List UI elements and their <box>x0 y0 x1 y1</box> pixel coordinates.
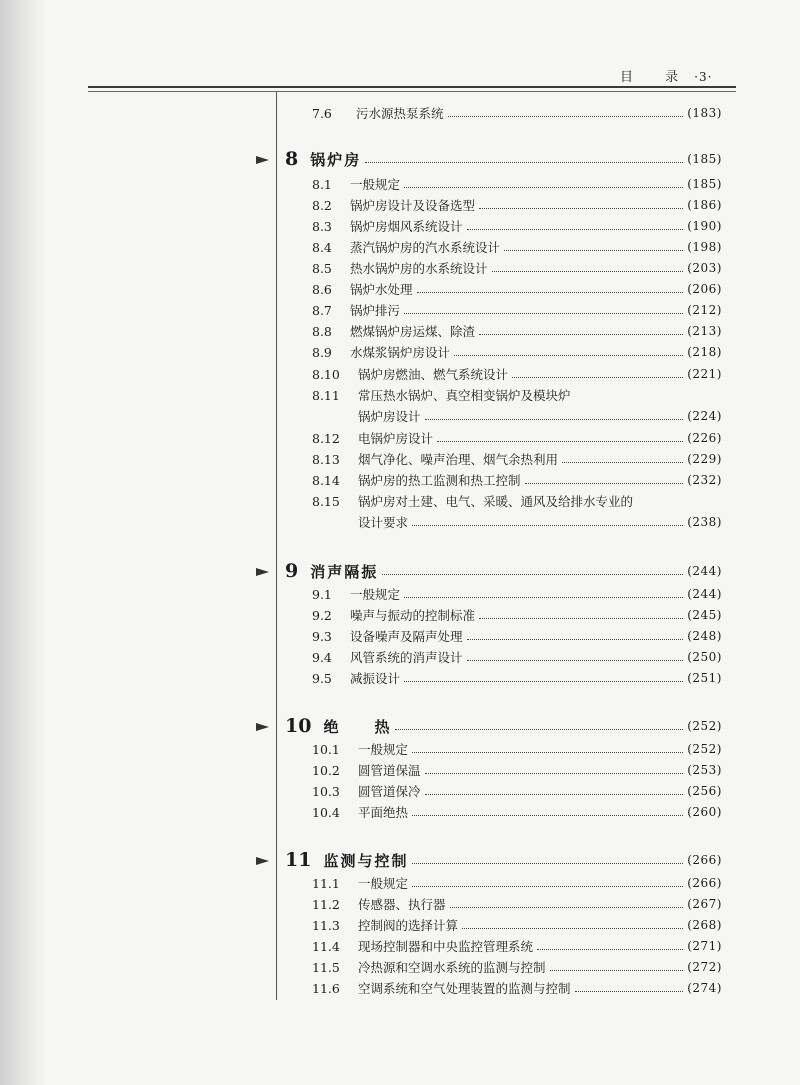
leader-dots <box>417 292 684 293</box>
entry-title: 锅炉房燃油、燃气系统设计 <box>358 367 509 382</box>
entry-page: (250) <box>687 650 722 664</box>
header-rule <box>88 86 736 88</box>
entry-number: 8.7 <box>312 302 332 318</box>
toc-entry-9-5 <box>312 667 722 689</box>
entry-number: 10.4 <box>312 804 340 820</box>
header-rule-thin <box>88 91 736 92</box>
entry-page: (256) <box>687 784 722 798</box>
entry-page: (213) <box>687 324 722 338</box>
toc-entry-9-1 <box>312 583 722 605</box>
book-binding-shadow <box>0 0 46 1085</box>
chapter-arrow-icon <box>256 156 269 164</box>
toc-entry-8-12 <box>312 427 722 449</box>
leader-dots <box>575 991 684 992</box>
leader-dots <box>525 483 684 484</box>
entry-number: 10.2 <box>312 762 340 778</box>
leader-dots <box>425 773 684 774</box>
entry-number: 8.12 <box>312 430 340 446</box>
leader-dots <box>412 863 683 864</box>
leader-dots <box>462 928 683 929</box>
entry-page: (218) <box>687 345 722 359</box>
leader-dots <box>479 618 683 619</box>
leader-dots <box>479 208 683 209</box>
entry-page: (226) <box>687 431 722 445</box>
entry-number: 8.15 <box>312 493 340 509</box>
toc-entry-11-4 <box>312 935 722 957</box>
leader-dots <box>437 441 683 442</box>
entry-number: 11.2 <box>312 896 340 912</box>
entry-number: 9.1 <box>312 586 332 602</box>
entry-title: 圆管道保冷 <box>358 784 421 799</box>
chapter-page: (266) <box>687 853 722 867</box>
entry-title: 常压热水锅炉、真空相变锅炉及模块炉 <box>358 388 571 403</box>
entry-number: 9.2 <box>312 607 332 623</box>
entry-number: 10.1 <box>312 741 340 757</box>
leader-dots <box>448 116 684 117</box>
entry-number: 11.3 <box>312 917 340 933</box>
entry-page: (274) <box>687 981 722 995</box>
entry-title: 平面绝热 <box>358 805 409 820</box>
toc-entry-8-14 <box>312 469 722 491</box>
entry-number: 7.6 <box>312 105 332 121</box>
entry-title: 烟气净化、噪声治理、烟气余热利用 <box>358 452 559 467</box>
entry-title: 蒸汽锅炉房的汽水系统设计 <box>350 240 501 255</box>
leader-dots <box>479 334 683 335</box>
entry-page: (271) <box>687 939 722 953</box>
entry-number: 8.1 <box>312 176 332 192</box>
entry-number: 8.5 <box>312 260 332 276</box>
chapter-number: 10 <box>285 715 312 737</box>
toc-entry-11-2 <box>312 893 722 915</box>
entry-page: (238) <box>687 515 722 529</box>
entry-number: 8.13 <box>312 451 340 467</box>
chapter-11-heading <box>256 847 722 873</box>
chapter-8-heading <box>256 146 722 172</box>
entry-page: (267) <box>687 897 722 911</box>
toc-entry-8-15 <box>312 490 722 512</box>
entry-title: 锅炉房设计 <box>358 409 421 424</box>
entry-title: 热水锅炉房的水系统设计 <box>350 261 488 276</box>
leader-dots <box>412 752 683 753</box>
entry-number: 8.8 <box>312 323 332 339</box>
toc-entry-10-4 <box>312 801 722 823</box>
leader-dots <box>425 794 684 795</box>
entry-page: (244) <box>687 587 722 601</box>
leader-dots <box>562 462 683 463</box>
entry-page: (198) <box>687 240 722 254</box>
entry-title: 一般规定 <box>358 876 409 891</box>
chapter-title: 绝 热 <box>323 717 392 736</box>
entry-page: (183) <box>687 106 722 120</box>
entry-number: 8.9 <box>312 344 332 360</box>
entry-title: 冷热源和空调水系统的监测与控制 <box>358 960 546 975</box>
entry-title: 噪声与振动的控制标准 <box>350 608 476 623</box>
chapter-page: (252) <box>687 719 722 733</box>
entry-page: (272) <box>687 960 722 974</box>
toc-entry-8-3 <box>312 215 722 237</box>
entry-title: 设计要求 <box>358 515 409 530</box>
toc-entry-9-4 <box>312 646 722 668</box>
leader-dots <box>450 907 684 908</box>
toc-entry-11-6 <box>312 977 722 999</box>
toc-entry-8-8 <box>312 320 722 342</box>
entry-number: 8.14 <box>312 472 340 488</box>
toc-entry-8-4 <box>312 236 722 258</box>
entry-number: 10.3 <box>312 783 340 799</box>
chapter-arrow-icon <box>256 723 269 731</box>
leader-dots <box>550 970 684 971</box>
entry-page: (260) <box>687 805 722 819</box>
entry-title: 锅炉房的热工监测和热工控制 <box>358 473 521 488</box>
entry-title: 燃煤锅炉房运煤、除渣 <box>350 324 476 339</box>
chapter-page: (185) <box>687 152 722 166</box>
chapter-number: 8 <box>285 148 299 170</box>
leader-dots <box>467 660 684 661</box>
toc-entry-10-1 <box>312 738 722 760</box>
chapter-number: 11 <box>285 849 312 871</box>
entry-title: 锅炉排污 <box>350 303 401 318</box>
entry-page: (245) <box>687 608 722 622</box>
entry-title: 锅炉房设计及设备选型 <box>350 198 476 213</box>
entry-title: 水煤浆锅炉房设计 <box>350 345 451 360</box>
leader-dots <box>492 271 684 272</box>
entry-page: (224) <box>687 409 722 423</box>
entry-title: 设备噪声及隔声处理 <box>350 629 463 644</box>
toc-entry-10-2 <box>312 759 722 781</box>
entry-title: 传感器、执行器 <box>358 897 446 912</box>
leader-dots <box>404 187 683 188</box>
entry-title: 电锅炉房设计 <box>358 431 434 446</box>
toc-entry-8-9 <box>312 341 722 363</box>
entry-title: 现场控制器和中央监控管理系统 <box>358 939 534 954</box>
entry-title: 圆管道保温 <box>358 763 421 778</box>
leader-dots <box>512 377 683 378</box>
entry-page: (203) <box>687 261 722 275</box>
leader-dots <box>412 815 683 816</box>
entry-number: 9.4 <box>312 649 332 665</box>
running-header <box>620 66 712 85</box>
toc-entry-8-11 <box>312 384 722 406</box>
toc-entry-8-5 <box>312 257 722 279</box>
entry-number: 11.5 <box>312 959 340 975</box>
toc-entry-7-6 <box>312 102 722 124</box>
chapter-page: (244) <box>687 564 722 578</box>
entry-title: 锅炉水处理 <box>350 282 413 297</box>
toc-entry-9-2 <box>312 604 722 626</box>
leader-dots <box>467 639 684 640</box>
entry-page: (229) <box>687 452 722 466</box>
toc-entry-8-1 <box>312 173 722 195</box>
entry-number: 8.10 <box>312 366 340 382</box>
entry-number: 11.4 <box>312 938 340 954</box>
entry-number: 9.5 <box>312 670 332 686</box>
entry-title: 污水源热泵系统 <box>356 106 444 121</box>
entry-page: (266) <box>687 876 722 890</box>
entry-page: (190) <box>687 219 722 233</box>
chapter-arrow-icon <box>256 568 269 576</box>
entry-page: (268) <box>687 918 722 932</box>
toc-entry-8-10 <box>312 363 722 385</box>
leader-dots <box>404 681 683 682</box>
entry-title: 控制阀的选择计算 <box>358 918 459 933</box>
entry-page: (252) <box>687 742 722 756</box>
leader-dots <box>425 419 684 420</box>
entry-title: 一般规定 <box>350 587 401 602</box>
entry-title: 锅炉房烟风系统设计 <box>350 219 463 234</box>
entry-title: 锅炉房对土建、电气、采暖、通风及给排水专业的 <box>358 494 634 509</box>
entry-number: 8.4 <box>312 239 332 255</box>
header-page-number: ·3· <box>694 70 713 84</box>
leader-dots <box>412 525 683 526</box>
entry-page: (206) <box>687 282 722 296</box>
toc-entry-8-13 <box>312 448 722 470</box>
leader-dots <box>395 729 683 730</box>
leader-dots <box>404 313 683 314</box>
chapter-arrow-icon <box>256 857 269 865</box>
entry-number: 8.3 <box>312 218 332 234</box>
toc-entry-8-2 <box>312 194 722 216</box>
leader-dots <box>404 597 683 598</box>
entry-number: 11.6 <box>312 980 340 996</box>
toc-entry-8-6 <box>312 278 722 300</box>
chapter-title: 消声隔振 <box>310 562 379 581</box>
entry-title: 减振设计 <box>350 671 401 686</box>
entry-number: 11.1 <box>312 875 340 891</box>
entry-number: 8.2 <box>312 197 332 213</box>
toc-entry-9-3 <box>312 625 722 647</box>
leader-dots <box>537 949 683 950</box>
leader-dots <box>382 574 683 575</box>
toc-entry-11-1 <box>312 872 722 894</box>
leader-dots <box>412 886 683 887</box>
chapter-9-heading <box>256 558 722 584</box>
entry-page: (248) <box>687 629 722 643</box>
entry-title: 空调系统和空气处理装置的监测与控制 <box>358 981 571 996</box>
entry-title: 一般规定 <box>358 742 409 757</box>
leader-dots <box>504 250 683 251</box>
entry-number: 8.11 <box>312 387 340 403</box>
leader-dots <box>454 355 683 356</box>
toc-entry-10-3 <box>312 780 722 802</box>
toc-entry-11-5 <box>312 956 722 978</box>
chapter-title: 锅炉房 <box>310 150 362 169</box>
toc-entry-11-3 <box>312 914 722 936</box>
toc-entry-8-7 <box>312 299 722 321</box>
entry-page: (185) <box>687 177 722 191</box>
entry-number: 8.6 <box>312 281 332 297</box>
chapter-10-heading <box>256 713 722 739</box>
entry-page: (221) <box>687 367 722 381</box>
entry-title: 风管系统的消声设计 <box>350 650 463 665</box>
header-title: 目 录 <box>620 70 693 85</box>
toc-entry-8-11-cont <box>312 405 722 427</box>
entry-page: (251) <box>687 671 722 685</box>
leader-dots <box>467 229 684 230</box>
entry-number: 9.3 <box>312 628 332 644</box>
entry-page: (253) <box>687 763 722 777</box>
toc-entry-8-15-cont <box>312 511 722 533</box>
entry-page: (232) <box>687 473 722 487</box>
entry-title: 一般规定 <box>350 177 401 192</box>
entry-page: (212) <box>687 303 722 317</box>
entry-page: (186) <box>687 198 722 212</box>
chapter-title: 监测与控制 <box>323 851 409 870</box>
chapter-number: 9 <box>285 560 299 582</box>
leader-dots <box>365 162 683 163</box>
